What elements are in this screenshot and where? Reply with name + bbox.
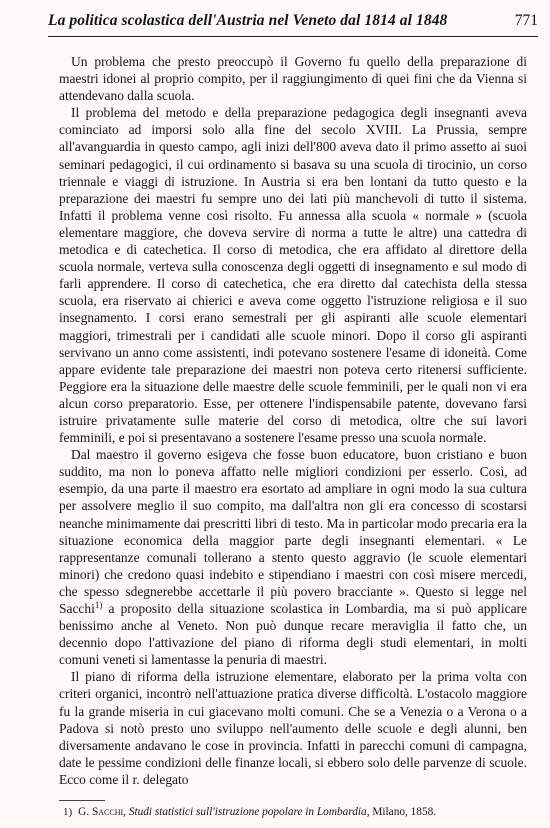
page-number: 771 (514, 12, 538, 29)
paragraph-3-text-b: a proposito della situazione scolastica in Lombardia, ma si può applicare benissimo anche al Veneto. Non può dunque recare meraviglia il fatto che, un decennio dopo l'attivazione del piano di riforma degli studi elementari, in molti comuni veneti si lamentasse la penuria di maestri. (59, 601, 527, 668)
footnote-author: G. Sacchi, (78, 806, 126, 818)
running-header (48, 10, 538, 37)
running-title: La politica scolastica dell'Austria nel Veneto dal 1814 al 1848 (48, 12, 448, 29)
paragraph-1: Un problema che presto preoccupò il Governo fu quello della preparazione di maestri idonei al proprio compito, per il raggiungimento di quei fini che da Vienna si attendevano dalla scuola. (59, 54, 527, 104)
footnote-divider (59, 800, 105, 801)
paragraph-3-text-a: Dal maestro il governo esigeva che fosse buon educatore, buon cristiano e buon suddito, ma non lo poneva affatto nelle migliori condizioni per esserlo. Così, ad esempio, da una parte il maestro era esortato ad ampliare in ogni modo la sua cultura per assolvere meglio il suo compito, ma dall'altra non gli era concesso di scostarsi neanche minimamente dai prescritti libri di testo. Ma in particolar modo precaria era la situazione economica della maggior parte degli insegnanti elementari. « Le rappresentanze comunali tollerano a stento questo aggravio (le scuole elementari minori) che credono quasi indebito e stipendiano i maestri con così misere mercedi, che spesso sdegnerebbe accettarle il più povero bracciante ». Questo si legge nel Sacchi (59, 447, 527, 616)
footnote-publication: Milano, 1858. (372, 806, 437, 818)
footnote-reference: 1) (94, 600, 103, 610)
paragraph-2: Il problema del metodo e della preparazione pedagogica degli insegnanti aveva cominciato ad imporsi solo alla fine del secolo XVIII. La Prussia, sempre all'avanguardia in questo campo, agli inizi dell'800 aveva dato il primo assetto ai suoi seminari pedagogici, il cui ordinamento si basava su una scuola di tirocinio, un corso triennale e viaggi di istruzione. In Austria si era ben lontani da tutto questo e la preparazione dei maestri fu sempre uno dei lati più manchevoli di tutto il sistema. Infatti il problema venne così risolto. Fu annessa alla scuola « normale » (scuola elementare maggiore, che doveva servire di norma a tutte le altre) una cattedra di metodica e di catechetica. Il corso di metodica, che era affidato al direttore della scuola normale, verteva sulla conoscenza degli oggetti di insegnamento e sul modo di farli apprendere. Il corso di catechetica, che era diretto dal catechista della stessa scuola, era riservato ai chierici e aveva come oggetto l'istruzione religiosa e il suo insegnamento. I corsi erano semestrali per gli aspiranti alle scuole elementari maggiori, trimestrali per i candidati alle scuole minori. Dopo il corso gli aspiranti servivano un anno come assistenti, indi potevano sostenere l'esame di idoneità. Come appare evidente tale preparazione dei maestri non poteva certo ritenersi sufficiente. Peggiore era la situazione delle maestre delle scuole femminili, per le quali non vi era alcun corso preparatorio. Esse, per ottenere l'indispensabile patente, dovevano farsi istruire privatamente sulle materie del corso di metodica, oltre che sui lavori femminili, e poi si presentavano a sostenere l'esame presso una scuola normale. (59, 105, 527, 446)
footnote-title: Studi statistici sull'istruzione popolare in Lombardia, (128, 806, 370, 818)
footnote-number: 1) (63, 806, 73, 818)
footnote (63, 806, 523, 818)
paragraph-3 (59, 446, 527, 668)
paragraph-4: Il piano di riforma della istruzione elementare, elaborato per la prima volta con criteri organici, incontrò nell'attuazione pratica diverse difficoltà. L'ostacolo maggiore fu la grande miseria in cui giacevano molti comuni. Che se a Venezia o a Verona o a Padova si notò presto uno sviluppo nell'aumento delle scuole e degli alunni, ben diversamente andavano le cose in provincia. Infatti in parecchi comuni di campagna, date le pessime condizioni delle finanze locali, si ebbero solo delle parvenze di scuole. Ecco come il r. delegato (59, 669, 527, 787)
body-text (59, 53, 527, 788)
